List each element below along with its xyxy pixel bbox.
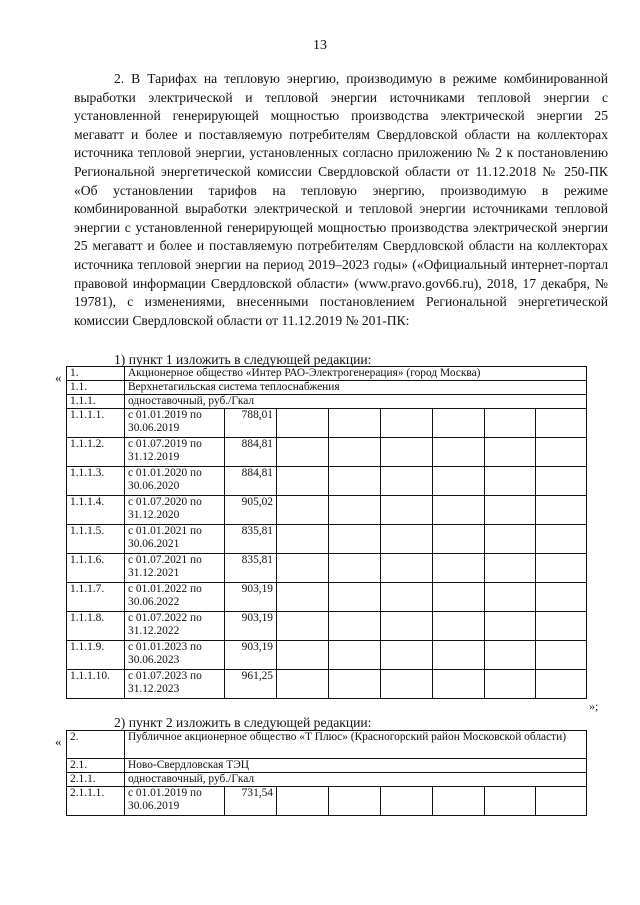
tariff-period-row (67, 525, 587, 554)
empty-cell (381, 583, 433, 612)
org-name: Акционерное общество «Интер РАО-Электрогенерация» (город Москва) (125, 367, 587, 381)
tariff-period-row (67, 496, 587, 525)
system-num: 2.1. (67, 759, 125, 773)
org-row (67, 367, 587, 381)
tariff-name: одноставочный, руб./Гкал (125, 395, 587, 409)
empty-cell (277, 554, 329, 583)
empty-cell (433, 496, 485, 525)
empty-cell (329, 467, 381, 496)
empty-cell (277, 612, 329, 641)
row-value: 731,54 (225, 787, 277, 816)
empty-cell (381, 525, 433, 554)
empty-cell (485, 496, 536, 525)
empty-cell (536, 583, 587, 612)
tariff-period-row (67, 467, 587, 496)
system-name: Ново-Свердловская ТЭЦ (125, 759, 587, 773)
empty-cell (536, 438, 587, 467)
row-num: 1.1.1.4. (67, 496, 125, 525)
tariff-period-row (67, 554, 587, 583)
empty-cell (536, 612, 587, 641)
empty-cell (277, 438, 329, 467)
row-period: с 01.01.2021 по 30.06.2021 (125, 525, 225, 554)
empty-cell (277, 583, 329, 612)
row-num: 2.1.1.1. (67, 787, 125, 816)
org-num: 2. (67, 731, 125, 759)
empty-cell (536, 554, 587, 583)
empty-cell (277, 409, 329, 438)
tariff-period-row (67, 409, 587, 438)
org-row (67, 731, 587, 759)
empty-cell (433, 409, 485, 438)
row-value: 961,25 (225, 670, 277, 699)
empty-cell (433, 641, 485, 670)
empty-cell (329, 583, 381, 612)
empty-cell (536, 670, 587, 699)
empty-cell (381, 467, 433, 496)
empty-cell (433, 525, 485, 554)
intro-text: 2. В Тарифах на тепловую энергию, производимую в режиме комбинированной выработки электрической и тепловой энергии источниками тепловой энергии с установленной генерирующей мощностью производства электрической энергии 25 мегаватт и более и поставляемую потребителям Свердловской области на коллекторах источника тепловой энергии, установленных согласно приложению № 2 к постановлению Региональной энергетической комиссии Свердловской области от 11.12.2018 № 250-ПК «Об установлении тарифов на тепловую энергию, производимую в режиме комбинированной выработки электрической и тепловой энергии источниками тепловой энергии с установленной генерирующей мощностью производства электрической энергии 25 мегаватт и более и поставляемую потребителям Свердловской области на коллекторах источника тепловой энергии на период 2019–2023 годы» («Официальный интернет-портал правовой информации Свердловской области» (www.pravo.gov66.ru), 2018, 17 декабря, № 19781), с изменениями, внесенными постановлением Региональной энергетической комиссии Свердловской области от 11.12.2019 № 201-ПК: (74, 71, 608, 328)
row-value: 905,02 (225, 496, 277, 525)
empty-cell (381, 670, 433, 699)
empty-cell (433, 467, 485, 496)
row-period: с 01.01.2020 по 30.06.2020 (125, 467, 225, 496)
row-period: с 01.01.2023 по 30.06.2023 (125, 641, 225, 670)
empty-cell (536, 641, 587, 670)
row-value: 884,81 (225, 467, 277, 496)
system-name: Верхнетагильская система теплоснабжения (125, 381, 587, 395)
tariff-num: 2.1.1. (67, 773, 125, 787)
system-row (67, 381, 587, 395)
empty-cell (536, 525, 587, 554)
row-value: 903,19 (225, 583, 277, 612)
empty-cell (329, 554, 381, 583)
empty-cell (381, 409, 433, 438)
empty-cell (381, 787, 433, 816)
empty-cell (433, 554, 485, 583)
empty-cell (536, 787, 587, 816)
row-value: 835,81 (225, 525, 277, 554)
empty-cell (381, 496, 433, 525)
row-period: с 01.07.2020 по 31.12.2020 (125, 496, 225, 525)
empty-cell (536, 409, 587, 438)
empty-cell (381, 438, 433, 467)
row-value: 835,81 (225, 554, 277, 583)
empty-cell (329, 525, 381, 554)
row-num: 1.1.1.1. (67, 409, 125, 438)
row-num: 1.1.1.7. (67, 583, 125, 612)
empty-cell (485, 409, 536, 438)
tariff-period-row (67, 641, 587, 670)
row-num: 1.1.1.5. (67, 525, 125, 554)
tariff-row (67, 773, 587, 787)
empty-cell (277, 641, 329, 670)
row-value: 903,19 (225, 641, 277, 670)
empty-cell (485, 554, 536, 583)
section-2-heading: 2) пункт 2 изложить в следующей редакции: (114, 715, 372, 730)
section-1-open-quote: « (55, 370, 62, 385)
row-num: 1.1.1.8. (67, 612, 125, 641)
empty-cell (485, 525, 536, 554)
empty-cell (485, 583, 536, 612)
empty-cell (329, 409, 381, 438)
empty-cell (485, 670, 536, 699)
org-name: Публичное акционерное общество «Т Плюс» (Красногорский район Московской области) (125, 731, 587, 759)
empty-cell (433, 612, 485, 641)
empty-cell (381, 612, 433, 641)
empty-cell (381, 554, 433, 583)
section-1-close-quote: »; (589, 699, 599, 713)
row-period: с 01.07.2019 по 31.12.2019 (125, 438, 225, 467)
tariff-num: 1.1.1. (67, 395, 125, 409)
tariff-period-row (67, 438, 587, 467)
empty-cell (536, 467, 587, 496)
page-number: 13 (313, 38, 327, 53)
tariff-row (67, 395, 587, 409)
section-2-table (66, 730, 587, 816)
intro-paragraph (74, 70, 608, 330)
system-row (67, 759, 587, 773)
empty-cell (485, 438, 536, 467)
empty-cell (536, 496, 587, 525)
empty-cell (485, 612, 536, 641)
tariff-period-row (67, 583, 587, 612)
empty-cell (277, 496, 329, 525)
row-value: 903,19 (225, 612, 277, 641)
org-num: 1. (67, 367, 125, 381)
empty-cell (329, 496, 381, 525)
row-period: с 01.01.2019 по 30.06.2019 (125, 787, 225, 816)
row-period: с 01.01.2022 по 30.06.2022 (125, 583, 225, 612)
empty-cell (277, 467, 329, 496)
section-1-heading: 1) пункт 1 изложить в следующей редакции: (114, 352, 372, 367)
row-num: 1.1.1.9. (67, 641, 125, 670)
row-num: 1.1.1.10. (67, 670, 125, 699)
section-1-table (66, 366, 587, 699)
empty-cell (485, 787, 536, 816)
empty-cell (329, 670, 381, 699)
empty-cell (277, 787, 329, 816)
empty-cell (433, 787, 485, 816)
empty-cell (485, 641, 536, 670)
empty-cell (433, 438, 485, 467)
empty-cell (433, 583, 485, 612)
row-period: с 01.07.2022 по 31.12.2022 (125, 612, 225, 641)
system-num: 1.1. (67, 381, 125, 395)
section-2-open-quote: « (55, 734, 62, 749)
row-num: 1.1.1.3. (67, 467, 125, 496)
empty-cell (433, 670, 485, 699)
empty-cell (381, 641, 433, 670)
empty-cell (329, 641, 381, 670)
empty-cell (329, 787, 381, 816)
tariff-period-row (67, 670, 587, 699)
tariff-period-row (67, 787, 587, 816)
row-period: с 01.07.2023 по 31.12.2023 (125, 670, 225, 699)
row-num: 1.1.1.2. (67, 438, 125, 467)
row-value: 884,81 (225, 438, 277, 467)
row-value: 788,01 (225, 409, 277, 438)
empty-cell (485, 467, 536, 496)
empty-cell (277, 670, 329, 699)
tariff-name: одноставочный, руб./Гкал (125, 773, 587, 787)
empty-cell (329, 438, 381, 467)
empty-cell (277, 525, 329, 554)
row-period: с 01.01.2019 по 30.06.2019 (125, 409, 225, 438)
tariff-period-row (67, 612, 587, 641)
row-period: с 01.07.2021 по 31.12.2021 (125, 554, 225, 583)
row-num: 1.1.1.6. (67, 554, 125, 583)
empty-cell (329, 612, 381, 641)
